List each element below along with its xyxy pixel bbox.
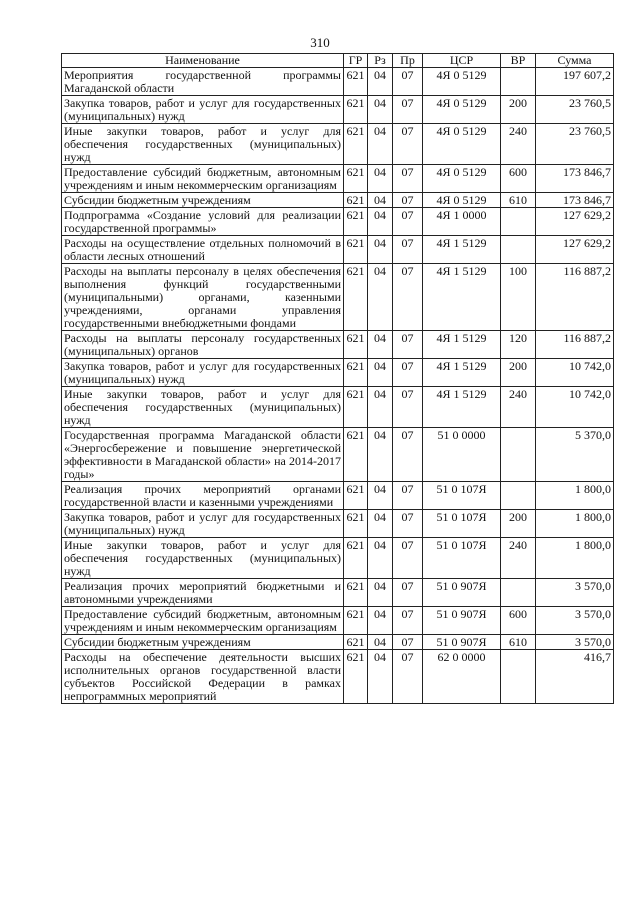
table-row	[62, 208, 614, 236]
cell-vr	[501, 208, 536, 236]
table-header-row	[62, 54, 614, 68]
cell-csr: 4Я 1 5129	[423, 236, 501, 264]
cell-csr: 51 0 907Я	[423, 607, 501, 635]
cell-sum: 1 800,0	[536, 538, 614, 579]
table-row	[62, 387, 614, 428]
cell-rz: 04	[368, 510, 393, 538]
cell-csr: 51 0 907Я	[423, 579, 501, 607]
cell-rz: 04	[368, 635, 393, 650]
cell-vr: 600	[501, 607, 536, 635]
table-row	[62, 264, 614, 331]
cell-gr: 621	[344, 607, 368, 635]
cell-rz: 04	[368, 124, 393, 165]
page-number: 310	[310, 35, 330, 50]
cell-gr: 621	[344, 68, 368, 96]
cell-vr: 610	[501, 193, 536, 208]
cell-name: Предоставление субсидий бюджетным, автономным учреждениям и иным некоммерческим организациям	[62, 607, 344, 635]
cell-gr: 621	[344, 635, 368, 650]
cell-rz: 04	[368, 607, 393, 635]
cell-name: Расходы на выплаты персоналу государственных (муниципальных) органов	[62, 331, 344, 359]
cell-rz: 04	[368, 387, 393, 428]
table-row	[62, 96, 614, 124]
cell-vr	[501, 482, 536, 510]
cell-csr: 4Я 1 5129	[423, 387, 501, 428]
cell-sum: 116 887,2	[536, 264, 614, 331]
cell-pr: 07	[393, 96, 423, 124]
column-header-gr: ГР	[344, 54, 368, 68]
cell-rz: 04	[368, 428, 393, 482]
cell-vr	[501, 236, 536, 264]
cell-rz: 04	[368, 538, 393, 579]
cell-pr: 07	[393, 124, 423, 165]
cell-rz: 04	[368, 68, 393, 96]
cell-vr	[501, 68, 536, 96]
cell-gr: 621	[344, 96, 368, 124]
budget-table	[61, 53, 614, 704]
cell-sum: 23 760,5	[536, 124, 614, 165]
cell-gr: 621	[344, 538, 368, 579]
cell-vr: 600	[501, 165, 536, 193]
cell-gr: 621	[344, 193, 368, 208]
cell-csr: 51 0 107Я	[423, 482, 501, 510]
cell-name: Иные закупки товаров, работ и услуг для обеспечения государственных (муниципальных) нужд	[62, 124, 344, 165]
cell-name: Реализация прочих мероприятий бюджетными и автономными учреждениями	[62, 579, 344, 607]
cell-vr: 120	[501, 331, 536, 359]
table-row	[62, 428, 614, 482]
cell-csr: 4Я 0 5129	[423, 165, 501, 193]
table-row	[62, 579, 614, 607]
table-row	[62, 538, 614, 579]
cell-gr: 621	[344, 208, 368, 236]
cell-gr: 621	[344, 124, 368, 165]
cell-vr: 100	[501, 264, 536, 331]
cell-name: Субсидии бюджетным учреждениям	[62, 635, 344, 650]
table-row	[62, 124, 614, 165]
cell-name: Государственная программа Магаданской области «Энергосбережение и повышение энергетической эффективности в Магаданской области» на 2014-2017 годы»	[62, 428, 344, 482]
cell-csr: 4Я 0 5129	[423, 96, 501, 124]
column-header-rz: Рз	[368, 54, 393, 68]
column-header-csr: ЦСР	[423, 54, 501, 68]
cell-rz: 04	[368, 482, 393, 510]
cell-gr: 621	[344, 165, 368, 193]
cell-sum: 1 800,0	[536, 482, 614, 510]
cell-csr: 4Я 0 5129	[423, 68, 501, 96]
cell-sum: 116 887,2	[536, 331, 614, 359]
cell-name: Расходы на выплаты персоналу в целях обеспечения выполнения функций государственными (муниципальными) органами, казенными учреждениями, органами управления государственными внебюджетными фондами	[62, 264, 344, 331]
cell-csr: 51 0 107Я	[423, 510, 501, 538]
cell-pr: 07	[393, 359, 423, 387]
table-row	[62, 635, 614, 650]
cell-name: Закупка товаров, работ и услуг для государственных (муниципальных) нужд	[62, 510, 344, 538]
cell-csr: 51 0 907Я	[423, 635, 501, 650]
cell-sum: 3 570,0	[536, 579, 614, 607]
cell-name: Реализация прочих мероприятий органами государственной власти и казенными учреждениями	[62, 482, 344, 510]
cell-rz: 04	[368, 236, 393, 264]
table-row	[62, 607, 614, 635]
cell-rz: 04	[368, 193, 393, 208]
cell-sum: 10 742,0	[536, 387, 614, 428]
cell-sum: 197 607,2	[536, 68, 614, 96]
cell-pr: 07	[393, 482, 423, 510]
cell-csr: 4Я 0 5129	[423, 193, 501, 208]
cell-vr: 200	[501, 96, 536, 124]
cell-sum: 10 742,0	[536, 359, 614, 387]
cell-name: Расходы на осуществление отдельных полномочий в области лесных отношений	[62, 236, 344, 264]
cell-gr: 621	[344, 359, 368, 387]
cell-gr: 621	[344, 482, 368, 510]
cell-vr: 610	[501, 635, 536, 650]
cell-rz: 04	[368, 359, 393, 387]
cell-sum: 127 629,2	[536, 236, 614, 264]
cell-rz: 04	[368, 650, 393, 704]
cell-gr: 621	[344, 650, 368, 704]
cell-pr: 07	[393, 510, 423, 538]
cell-rz: 04	[368, 165, 393, 193]
cell-rz: 04	[368, 579, 393, 607]
cell-name: Предоставление субсидий бюджетным, автономным учреждениям и иным некоммерческим организациям	[62, 165, 344, 193]
cell-vr	[501, 579, 536, 607]
cell-name: Мероприятия государственной программы Магаданской области	[62, 68, 344, 96]
column-header-name: Наименование	[62, 54, 344, 68]
cell-gr: 621	[344, 236, 368, 264]
cell-gr: 621	[344, 331, 368, 359]
cell-pr: 07	[393, 236, 423, 264]
cell-pr: 07	[393, 579, 423, 607]
cell-csr: 51 0 0000	[423, 428, 501, 482]
cell-pr: 07	[393, 428, 423, 482]
table-row	[62, 331, 614, 359]
cell-vr: 200	[501, 359, 536, 387]
cell-pr: 07	[393, 538, 423, 579]
cell-name: Иные закупки товаров, работ и услуг для обеспечения государственных (муниципальных) нужд	[62, 538, 344, 579]
cell-vr	[501, 650, 536, 704]
cell-name: Закупка товаров, работ и услуг для государственных (муниципальных) нужд	[62, 359, 344, 387]
column-header-sum: Сумма	[536, 54, 614, 68]
table-row	[62, 510, 614, 538]
cell-csr: 62 0 0000	[423, 650, 501, 704]
cell-pr: 07	[393, 650, 423, 704]
cell-pr: 07	[393, 331, 423, 359]
table-row	[62, 165, 614, 193]
cell-csr: 4Я 0 5129	[423, 124, 501, 165]
cell-csr: 51 0 107Я	[423, 538, 501, 579]
cell-sum: 5 370,0	[536, 428, 614, 482]
table-row	[62, 482, 614, 510]
cell-csr: 4Я 1 0000	[423, 208, 501, 236]
table-row	[62, 236, 614, 264]
cell-sum: 127 629,2	[536, 208, 614, 236]
cell-gr: 621	[344, 428, 368, 482]
cell-vr: 200	[501, 510, 536, 538]
cell-vr: 240	[501, 387, 536, 428]
column-header-pr: Пр	[393, 54, 423, 68]
cell-pr: 07	[393, 165, 423, 193]
cell-name: Подпрограмма «Создание условий для реализации государственной программы»	[62, 208, 344, 236]
cell-pr: 07	[393, 68, 423, 96]
cell-sum: 1 800,0	[536, 510, 614, 538]
cell-name: Иные закупки товаров, работ и услуг для обеспечения государственных (муниципальных) нужд	[62, 387, 344, 428]
cell-pr: 07	[393, 607, 423, 635]
cell-pr: 07	[393, 387, 423, 428]
cell-gr: 621	[344, 264, 368, 331]
cell-sum: 416,7	[536, 650, 614, 704]
cell-gr: 621	[344, 387, 368, 428]
cell-sum: 173 846,7	[536, 193, 614, 208]
table-row	[62, 68, 614, 96]
cell-name: Субсидии бюджетным учреждениям	[62, 193, 344, 208]
cell-sum: 3 570,0	[536, 607, 614, 635]
cell-csr: 4Я 1 5129	[423, 331, 501, 359]
table-row	[62, 359, 614, 387]
cell-rz: 04	[368, 208, 393, 236]
cell-vr: 240	[501, 538, 536, 579]
cell-pr: 07	[393, 635, 423, 650]
cell-pr: 07	[393, 264, 423, 331]
cell-pr: 07	[393, 208, 423, 236]
cell-pr: 07	[393, 193, 423, 208]
cell-csr: 4Я 1 5129	[423, 359, 501, 387]
column-header-vr: ВР	[501, 54, 536, 68]
table-row	[62, 193, 614, 208]
cell-rz: 04	[368, 96, 393, 124]
cell-name: Расходы на обеспечение деятельности высших исполнительных органов государственной власти субъектов Российской Федерации в рамках непрограммных мероприятий	[62, 650, 344, 704]
cell-rz: 04	[368, 331, 393, 359]
cell-sum: 3 570,0	[536, 635, 614, 650]
cell-gr: 621	[344, 579, 368, 607]
cell-rz: 04	[368, 264, 393, 331]
cell-gr: 621	[344, 510, 368, 538]
cell-sum: 173 846,7	[536, 165, 614, 193]
cell-vr: 240	[501, 124, 536, 165]
cell-csr: 4Я 1 5129	[423, 264, 501, 331]
cell-vr	[501, 428, 536, 482]
table-row	[62, 650, 614, 704]
cell-sum: 23 760,5	[536, 96, 614, 124]
cell-name: Закупка товаров, работ и услуг для государственных (муниципальных) нужд	[62, 96, 344, 124]
